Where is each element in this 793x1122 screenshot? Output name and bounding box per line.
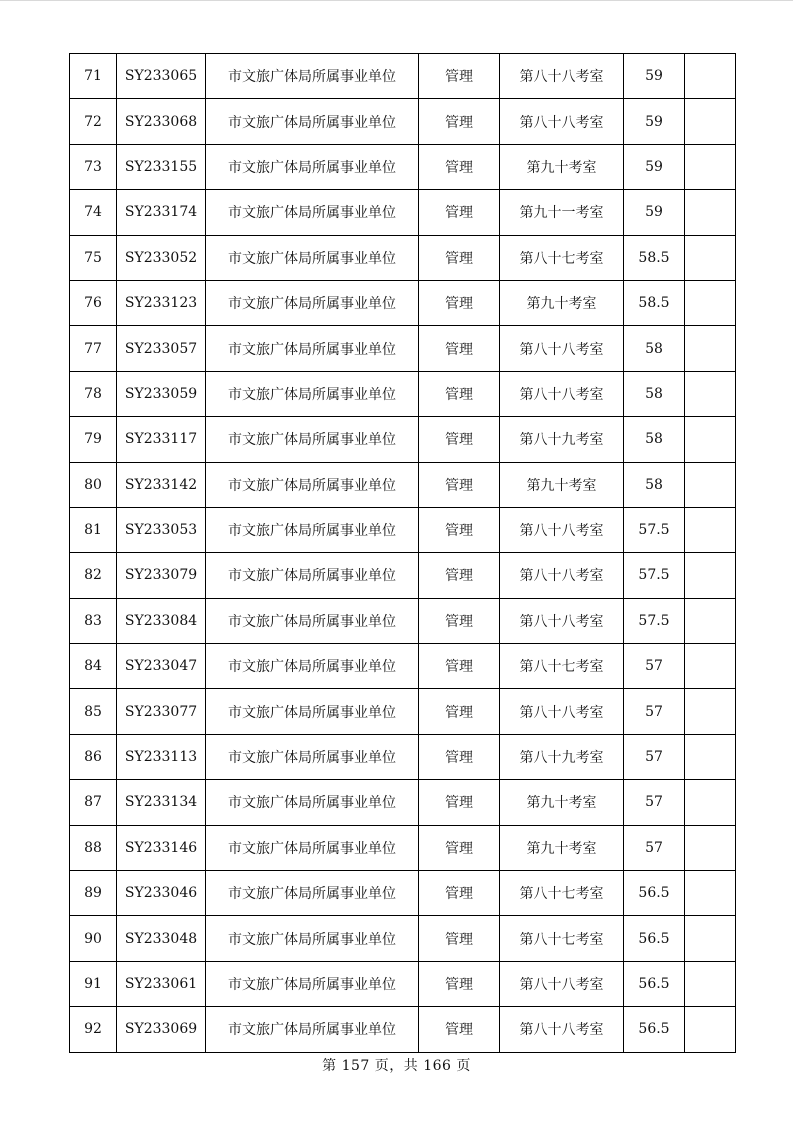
exam-id-cell: SY233174 — [117, 190, 206, 235]
unit-cell: 市文旅广体局所属事业单位 — [206, 689, 419, 734]
exam-room-cell: 第八十八考室 — [500, 689, 624, 734]
exam-room-cell: 第八十八考室 — [500, 598, 624, 643]
remark-cell — [685, 507, 736, 552]
post-type-cell: 管理 — [419, 235, 500, 280]
table-row — [70, 235, 736, 280]
exam-id-cell: SY233053 — [117, 507, 206, 552]
exam-room-cell: 第八十九考室 — [500, 734, 624, 779]
exam-room-cell: 第八十八考室 — [500, 371, 624, 416]
score-cell: 58 — [624, 462, 685, 507]
post-type-cell: 管理 — [419, 825, 500, 870]
unit-cell: 市文旅广体局所属事业单位 — [206, 780, 419, 825]
unit-cell: 市文旅广体局所属事业单位 — [206, 144, 419, 189]
remark-cell — [685, 54, 736, 99]
score-cell: 57.5 — [624, 553, 685, 598]
table-row — [70, 825, 736, 870]
post-type-cell: 管理 — [419, 280, 500, 325]
exam-room-cell: 第八十八考室 — [500, 553, 624, 598]
score-cell: 59 — [624, 144, 685, 189]
score-cell: 57 — [624, 689, 685, 734]
unit-cell: 市文旅广体局所属事业单位 — [206, 99, 419, 144]
exam-id-cell: SY233069 — [117, 1007, 206, 1052]
unit-cell: 市文旅广体局所属事业单位 — [206, 553, 419, 598]
table-row — [70, 417, 736, 462]
exam-room-cell: 第九十考室 — [500, 780, 624, 825]
post-type-cell: 管理 — [419, 1007, 500, 1052]
unit-cell: 市文旅广体局所属事业单位 — [206, 916, 419, 961]
score-cell: 57.5 — [624, 507, 685, 552]
score-cell: 59 — [624, 190, 685, 235]
exam-id-cell: SY233048 — [117, 916, 206, 961]
remark-cell — [685, 144, 736, 189]
post-type-cell: 管理 — [419, 961, 500, 1006]
unit-cell: 市文旅广体局所属事业单位 — [206, 54, 419, 99]
score-cell: 56.5 — [624, 871, 685, 916]
seq-cell: 75 — [70, 235, 117, 280]
remark-cell — [685, 99, 736, 144]
unit-cell: 市文旅广体局所属事业单位 — [206, 598, 419, 643]
page-top-edge — [0, 0, 793, 1]
post-type-cell: 管理 — [419, 417, 500, 462]
seq-cell: 87 — [70, 780, 117, 825]
exam-room-cell: 第八十七考室 — [500, 644, 624, 689]
table-row — [70, 644, 736, 689]
seq-cell: 86 — [70, 734, 117, 779]
exam-id-cell: SY233046 — [117, 871, 206, 916]
seq-cell: 81 — [70, 507, 117, 552]
seq-cell: 74 — [70, 190, 117, 235]
seq-cell: 84 — [70, 644, 117, 689]
seq-cell: 85 — [70, 689, 117, 734]
remark-cell — [685, 462, 736, 507]
post-type-cell: 管理 — [419, 644, 500, 689]
post-type-cell: 管理 — [419, 507, 500, 552]
exam-room-cell: 第八十七考室 — [500, 235, 624, 280]
exam-id-cell: SY233155 — [117, 144, 206, 189]
table-row — [70, 54, 736, 99]
score-cell: 57 — [624, 780, 685, 825]
seq-cell: 76 — [70, 280, 117, 325]
remark-cell — [685, 190, 736, 235]
remark-cell — [685, 871, 736, 916]
remark-cell — [685, 689, 736, 734]
post-type-cell: 管理 — [419, 689, 500, 734]
remark-cell — [685, 326, 736, 371]
remark-cell — [685, 553, 736, 598]
score-cell: 56.5 — [624, 961, 685, 1006]
table-row — [70, 280, 736, 325]
exam-room-cell: 第八十七考室 — [500, 916, 624, 961]
exam-id-cell: SY233117 — [117, 417, 206, 462]
post-type-cell: 管理 — [419, 553, 500, 598]
post-type-cell: 管理 — [419, 462, 500, 507]
score-cell: 58.5 — [624, 280, 685, 325]
score-cell: 57.5 — [624, 598, 685, 643]
post-type-cell: 管理 — [419, 780, 500, 825]
table-row — [70, 734, 736, 779]
table-row — [70, 462, 736, 507]
seq-cell: 79 — [70, 417, 117, 462]
exam-id-cell: SY233113 — [117, 734, 206, 779]
results-table-body — [70, 54, 736, 1053]
score-cell: 57 — [624, 734, 685, 779]
unit-cell: 市文旅广体局所属事业单位 — [206, 235, 419, 280]
table-row — [70, 144, 736, 189]
remark-cell — [685, 280, 736, 325]
remark-cell — [685, 780, 736, 825]
exam-id-cell: SY233059 — [117, 371, 206, 416]
table-row — [70, 326, 736, 371]
post-type-cell: 管理 — [419, 871, 500, 916]
seq-cell: 71 — [70, 54, 117, 99]
post-type-cell: 管理 — [419, 190, 500, 235]
exam-id-cell: SY233134 — [117, 780, 206, 825]
table-row — [70, 507, 736, 552]
score-cell: 58 — [624, 371, 685, 416]
exam-room-cell: 第八十八考室 — [500, 99, 624, 144]
post-type-cell: 管理 — [419, 54, 500, 99]
remark-cell — [685, 417, 736, 462]
unit-cell: 市文旅广体局所属事业单位 — [206, 961, 419, 1006]
exam-room-cell: 第八十九考室 — [500, 417, 624, 462]
table-row — [70, 553, 736, 598]
remark-cell — [685, 961, 736, 1006]
score-cell: 57 — [624, 644, 685, 689]
unit-cell: 市文旅广体局所属事业单位 — [206, 871, 419, 916]
exam-id-cell: SY233123 — [117, 280, 206, 325]
exam-id-cell: SY233077 — [117, 689, 206, 734]
unit-cell: 市文旅广体局所属事业单位 — [206, 1007, 419, 1052]
results-table — [69, 53, 736, 1053]
score-cell: 59 — [624, 99, 685, 144]
exam-id-cell: SY233057 — [117, 326, 206, 371]
table-row — [70, 780, 736, 825]
exam-id-cell: SY233142 — [117, 462, 206, 507]
remark-cell — [685, 644, 736, 689]
page-footer: 第 157 页，共 166 页 — [322, 1058, 471, 1074]
score-cell: 56.5 — [624, 916, 685, 961]
table-row — [70, 99, 736, 144]
table-row — [70, 190, 736, 235]
exam-room-cell: 第八十八考室 — [500, 326, 624, 371]
unit-cell: 市文旅广体局所属事业单位 — [206, 280, 419, 325]
remark-cell — [685, 825, 736, 870]
table-row — [70, 871, 736, 916]
post-type-cell: 管理 — [419, 371, 500, 416]
seq-cell: 91 — [70, 961, 117, 1006]
post-type-cell: 管理 — [419, 144, 500, 189]
seq-cell: 77 — [70, 326, 117, 371]
exam-room-cell: 第八十八考室 — [500, 507, 624, 552]
seq-cell: 73 — [70, 144, 117, 189]
exam-room-cell: 第九十考室 — [500, 462, 624, 507]
exam-room-cell: 第八十八考室 — [500, 961, 624, 1006]
exam-id-cell: SY233047 — [117, 644, 206, 689]
unit-cell: 市文旅广体局所属事业单位 — [206, 417, 419, 462]
exam-room-cell: 第九十考室 — [500, 280, 624, 325]
seq-cell: 92 — [70, 1007, 117, 1052]
unit-cell: 市文旅广体局所属事业单位 — [206, 734, 419, 779]
exam-id-cell: SY233065 — [117, 54, 206, 99]
remark-cell — [685, 1007, 736, 1052]
unit-cell: 市文旅广体局所属事业单位 — [206, 825, 419, 870]
remark-cell — [685, 598, 736, 643]
score-cell: 58 — [624, 417, 685, 462]
exam-room-cell: 第九十考室 — [500, 825, 624, 870]
exam-id-cell: SY233146 — [117, 825, 206, 870]
exam-id-cell: SY233079 — [117, 553, 206, 598]
post-type-cell: 管理 — [419, 99, 500, 144]
exam-id-cell: SY233052 — [117, 235, 206, 280]
seq-cell: 89 — [70, 871, 117, 916]
score-cell: 57 — [624, 825, 685, 870]
exam-room-cell: 第八十八考室 — [500, 1007, 624, 1052]
seq-cell: 80 — [70, 462, 117, 507]
unit-cell: 市文旅广体局所属事业单位 — [206, 326, 419, 371]
unit-cell: 市文旅广体局所属事业单位 — [206, 371, 419, 416]
unit-cell: 市文旅广体局所属事业单位 — [206, 190, 419, 235]
exam-room-cell: 第八十七考室 — [500, 871, 624, 916]
table-row — [70, 598, 736, 643]
table-row — [70, 961, 736, 1006]
seq-cell: 83 — [70, 598, 117, 643]
post-type-cell: 管理 — [419, 326, 500, 371]
table-row — [70, 371, 736, 416]
score-cell: 58.5 — [624, 235, 685, 280]
seq-cell: 90 — [70, 916, 117, 961]
seq-cell: 72 — [70, 99, 117, 144]
remark-cell — [685, 235, 736, 280]
post-type-cell: 管理 — [419, 916, 500, 961]
score-cell: 58 — [624, 326, 685, 371]
exam-room-cell: 第九十一考室 — [500, 190, 624, 235]
remark-cell — [685, 916, 736, 961]
table-row — [70, 1007, 736, 1052]
unit-cell: 市文旅广体局所属事业单位 — [206, 507, 419, 552]
exam-id-cell: SY233084 — [117, 598, 206, 643]
post-type-cell: 管理 — [419, 598, 500, 643]
seq-cell: 88 — [70, 825, 117, 870]
unit-cell: 市文旅广体局所属事业单位 — [206, 644, 419, 689]
remark-cell — [685, 371, 736, 416]
remark-cell — [685, 734, 736, 779]
exam-room-cell: 第九十考室 — [500, 144, 624, 189]
table-row — [70, 916, 736, 961]
score-cell: 59 — [624, 54, 685, 99]
table-row — [70, 689, 736, 734]
unit-cell: 市文旅广体局所属事业单位 — [206, 462, 419, 507]
exam-id-cell: SY233068 — [117, 99, 206, 144]
post-type-cell: 管理 — [419, 734, 500, 779]
seq-cell: 78 — [70, 371, 117, 416]
seq-cell: 82 — [70, 553, 117, 598]
exam-id-cell: SY233061 — [117, 961, 206, 1006]
score-cell: 56.5 — [624, 1007, 685, 1052]
exam-room-cell: 第八十八考室 — [500, 54, 624, 99]
